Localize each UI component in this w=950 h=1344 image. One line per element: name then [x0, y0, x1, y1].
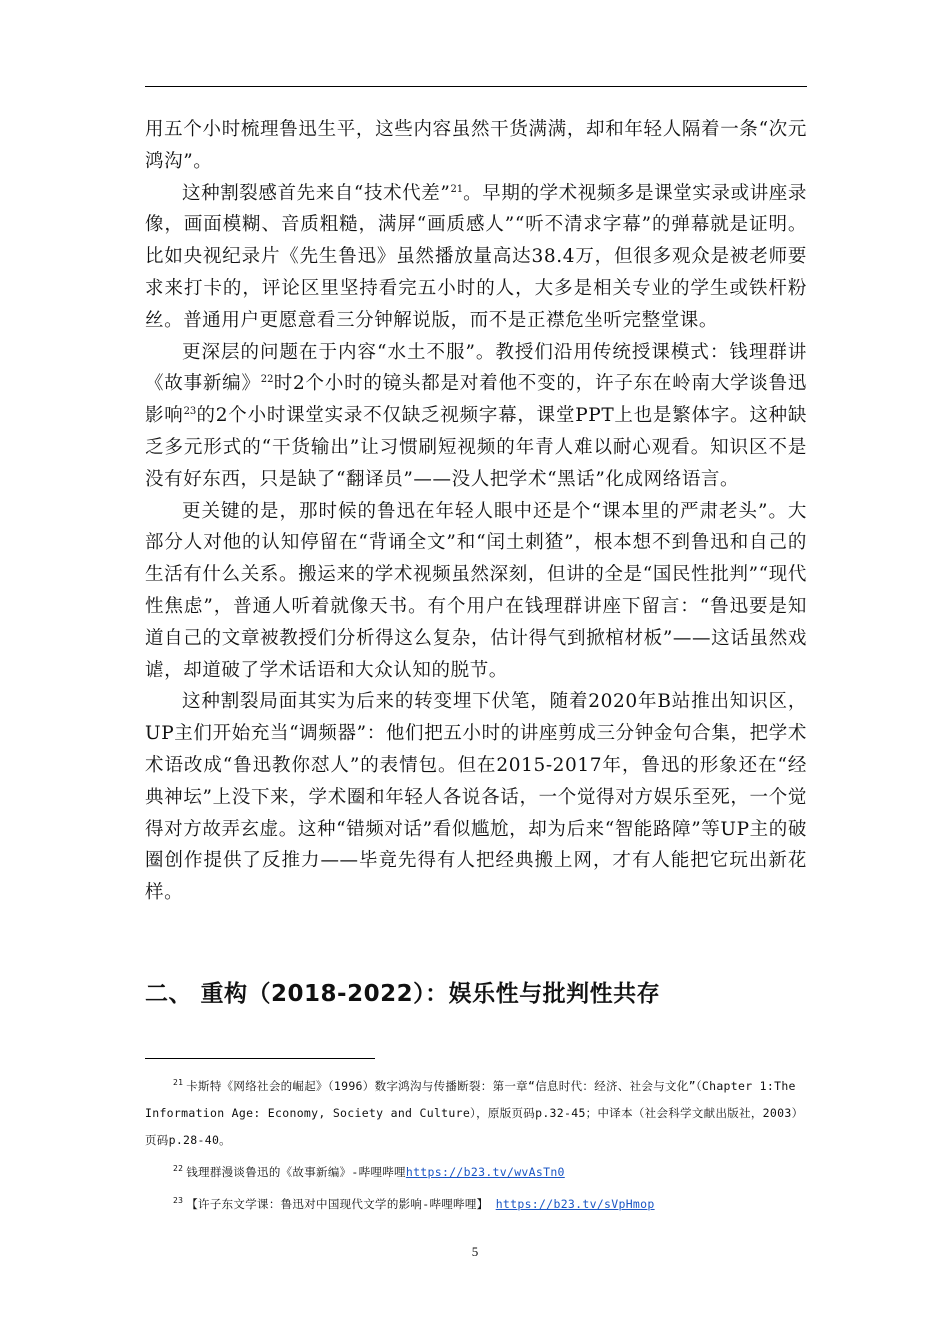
page-number: 5	[471, 1244, 479, 1259]
paragraph-text: 更关键的是，那时候的鲁迅在年轻人眼中还是个“课本里的严肃老头”。大部分人对他的认知停留在“背诵全文”和“闰土刺猹”，根本想不到鲁迅和自己的生活有什么关系。搬运来的学术视频虽然深刻，但讲的全是“国民性批判”“现代性焦虑”，普通人听着就像天书。有个用户在钱理群讲座下留言：“鲁迅要是知道自己的文章被教授们分析得这么复杂，估计得气到掀棺材板”——这话虽然戏谑，却道破了学术话语和大众认知的脱节。	[145, 500, 807, 681]
header-rule	[145, 86, 807, 87]
footnote-link[interactable]: https://b23.tv/sVpHmop	[495, 1197, 655, 1211]
footnote-reference[interactable]: 22	[260, 374, 274, 386]
paragraph-text: 这种割裂局面其实为后来的转变埋下伏笔，随着2020年B站推出知识区，UP主们开始充当“调频器”：他们把五小时的讲座剪成三分钟金句合集，把学术术语改成“鲁迅教你怼人”的表情包。但在2015-2017年，鲁迅的形象还在“经典神坛”上没下来，学术圈和年轻人各说各话，一个觉得对方娱乐至死，一个觉得对方故弄玄虚。这种“错频对话”看似尴尬，却为后来“智能路障”等UP主的破圈创作提供了反推力——毕竟先得有人把经典搬上网，才有人能把它玩出新花样。	[145, 691, 807, 904]
body-paragraph	[145, 686, 807, 909]
footnote-text: 卡斯特《网络社会的崛起》（1996）数字鸿沟与传播断裂：第一章“信息时代：经济、社会与文化”（Chapter 1:The Information Age: Economy, Society and Culture），原版页码p.32-45；中译本（社会科学文献出版社，2003）页码p.28-40。	[145, 1079, 804, 1147]
footnote-reference[interactable]: 21	[450, 183, 464, 195]
footnote-item	[145, 1073, 807, 1154]
body-paragraph	[145, 337, 807, 496]
footnote-number: 21	[173, 1078, 184, 1088]
footnotes	[145, 1073, 807, 1218]
paragraph-text: 的2个小时课堂实录不仅缺乏视频字幕，课堂PPT上也是繁体字。这种缺乏多元形式的“干货输出”让习惯刷短视频的年青人难以耐心观看。知识区不是没有好东西，只是缺了“翻译员”——没人把学术“黑话”化成网络语言。	[145, 405, 808, 490]
footnote-text: 【许子东文学课：鲁迅对中国现代文学的影响-哔哩哔哩】	[186, 1197, 496, 1211]
section-heading: 二、 重构（2018-2022）：娱乐性与批判性共存	[145, 981, 661, 1007]
body-text	[145, 114, 807, 909]
footnote-link[interactable]: https://b23.tv/wvAsTn0	[405, 1165, 565, 1179]
paragraph-text: 更深层的问题在于内容“水土不服”。教授们沿用传统授课模式：钱理群讲《故事新编》	[145, 341, 807, 395]
body-paragraph	[145, 178, 807, 337]
paragraph-text: 。早期的学术视频多是课堂实录或讲座录像，画面模糊、音质粗糙，满屏“画质感人”“听不清求字幕”的弹幕就是证明。比如央视纪录片《先生鲁迅》虽然播放量高达38.4万，但很多观众是被老师要求来打卡的，评论区里坚持看完五小时的人，大多是相关专业的学生或铁杆粉丝。普通用户更愿意看三分钟解说版，而不是正襟危坐听完整堂课。	[145, 182, 807, 331]
paragraph-text: 时2个小时的镜头都是对着他不变的，许子东在岭南大学谈鲁迅影响	[145, 373, 807, 427]
footnote-number: 23	[173, 1196, 184, 1206]
body-paragraph	[145, 496, 807, 687]
paragraph-text: 这种割裂感首先来自“技术代差”	[182, 182, 451, 204]
footnote-item	[145, 1159, 807, 1186]
footnote-item	[145, 1191, 807, 1218]
footnote-text: 钱理群漫谈鲁迅的《故事新编》-哔哩哔哩	[186, 1165, 406, 1179]
footnote-reference[interactable]: 23	[183, 406, 197, 418]
body-paragraph	[145, 114, 807, 178]
footnote-separator	[145, 1058, 375, 1059]
footnote-number: 22	[173, 1164, 184, 1174]
paragraph-text: 用五个小时梳理鲁迅生平，这些内容虽然干货满满，却和年轻人隔着一条“次元鸿沟”。	[145, 119, 807, 172]
